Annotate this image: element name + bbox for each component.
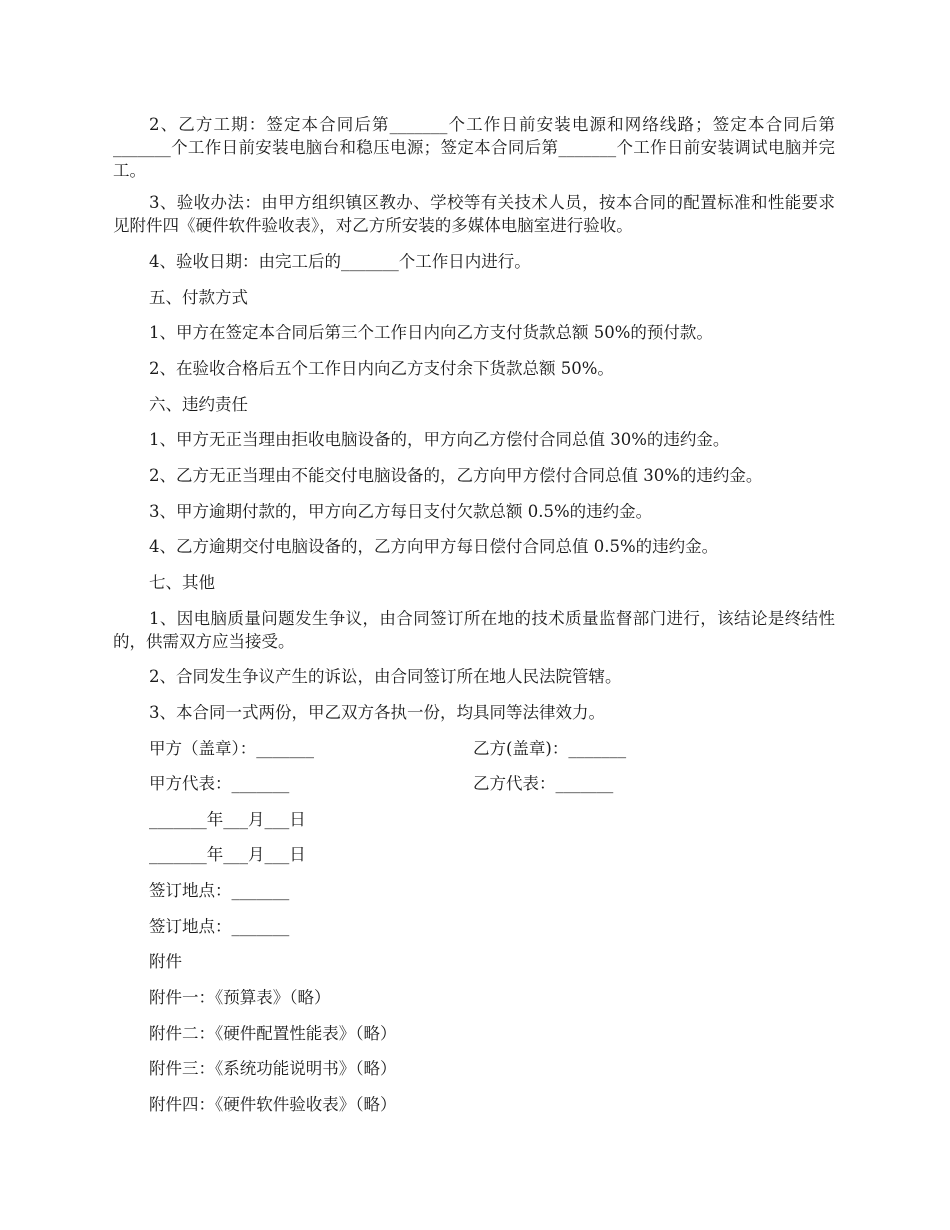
clause-payment-balance: 2、在验收合格后五个工作日内向乙方支付余下货款总额 50%。 <box>149 359 614 378</box>
clause-other-litigation: 2、合同发生争议产生的诉讼，由合同签订所在地人民法院管辖。 <box>149 667 622 686</box>
clause-breach-late-delivery: 4、乙方逾期交付电脑设备的，乙方向甲方每日偿付合同总值 0.5%的违约金。 <box>149 537 719 556</box>
attachment-item: 附件四：《硬件软件验收表》（略） <box>149 1095 397 1114</box>
signing-place: 签订地点：_______ <box>149 881 290 900</box>
signing-date: _______年___月___日 <box>149 845 306 864</box>
clause-breach-nondelivery: 2、乙方无正当理由不能交付电脑设备的，乙方向甲方偿付合同总值 30%的违约金。 <box>149 466 763 485</box>
clause-payment-advance: 1、甲方在签定本合同后第三个工作日内向乙方支付货款总额 50%的预付款。 <box>149 323 713 342</box>
section-heading-breach: 六、违约责任 <box>149 395 248 414</box>
clause-breach-refusal: 1、甲方无正当理由拒收电脑设备的，甲方向乙方偿付合同总值 30%的违约金。 <box>149 430 730 449</box>
clause-acceptance-method: 3、验收办法：由甲方组织镇区教办、学校等有关技术人员，按本合同的配置标准和性能要求见附件四《硬件软件验收表》，对乙方所安装的多媒体电脑室进行验收。 <box>113 193 835 235</box>
signing-place: 签订地点：_______ <box>149 917 290 936</box>
clause-contractor-schedule: 2、乙方工期：签定本合同后第_______个工作日前安装电源和网络线路；签定本合同后第_______个工作日前安装电脑台和稳压电源；签定本合同后第_______个工作日前安装调试电脑并完工。 <box>113 115 835 180</box>
attachment-item: 附件一：《预算表》（略） <box>149 988 331 1007</box>
clause-other-copies: 3、本合同一式两份，甲乙双方各执一份，均具同等法律效力。 <box>149 703 605 722</box>
attachment-item: 附件三：《系统功能说明书》（略） <box>149 1059 397 1078</box>
party-a-seal: 甲方（盖章）：_______ <box>149 739 314 758</box>
clause-other-dispute: 1、因电脑质量问题发生争议，由合同签订所在地的技术质量监督部门进行，该结论是终结性的，供需双方应当接受。 <box>113 609 835 651</box>
attachment-item: 附件二：《硬件配置性能表》（略） <box>149 1024 397 1043</box>
party-b-seal: 乙方(盖章)：_______ <box>473 739 627 758</box>
party-a-representative: 甲方代表：_______ <box>149 774 290 793</box>
signing-date: _______年___月___日 <box>149 810 306 829</box>
section-heading-other: 七、其他 <box>149 573 215 592</box>
attachments-heading: 附件 <box>149 952 182 971</box>
clause-breach-late-payment: 3、甲方逾期付款的，甲方向乙方每日支付欠款总额 0.5%的违约金。 <box>149 502 653 521</box>
party-b-representative: 乙方代表：_______ <box>473 774 614 793</box>
section-heading-payment: 五、付款方式 <box>149 288 248 307</box>
clause-acceptance-date: 4、验收日期：由完工后的_______个工作日内进行。 <box>149 252 531 271</box>
